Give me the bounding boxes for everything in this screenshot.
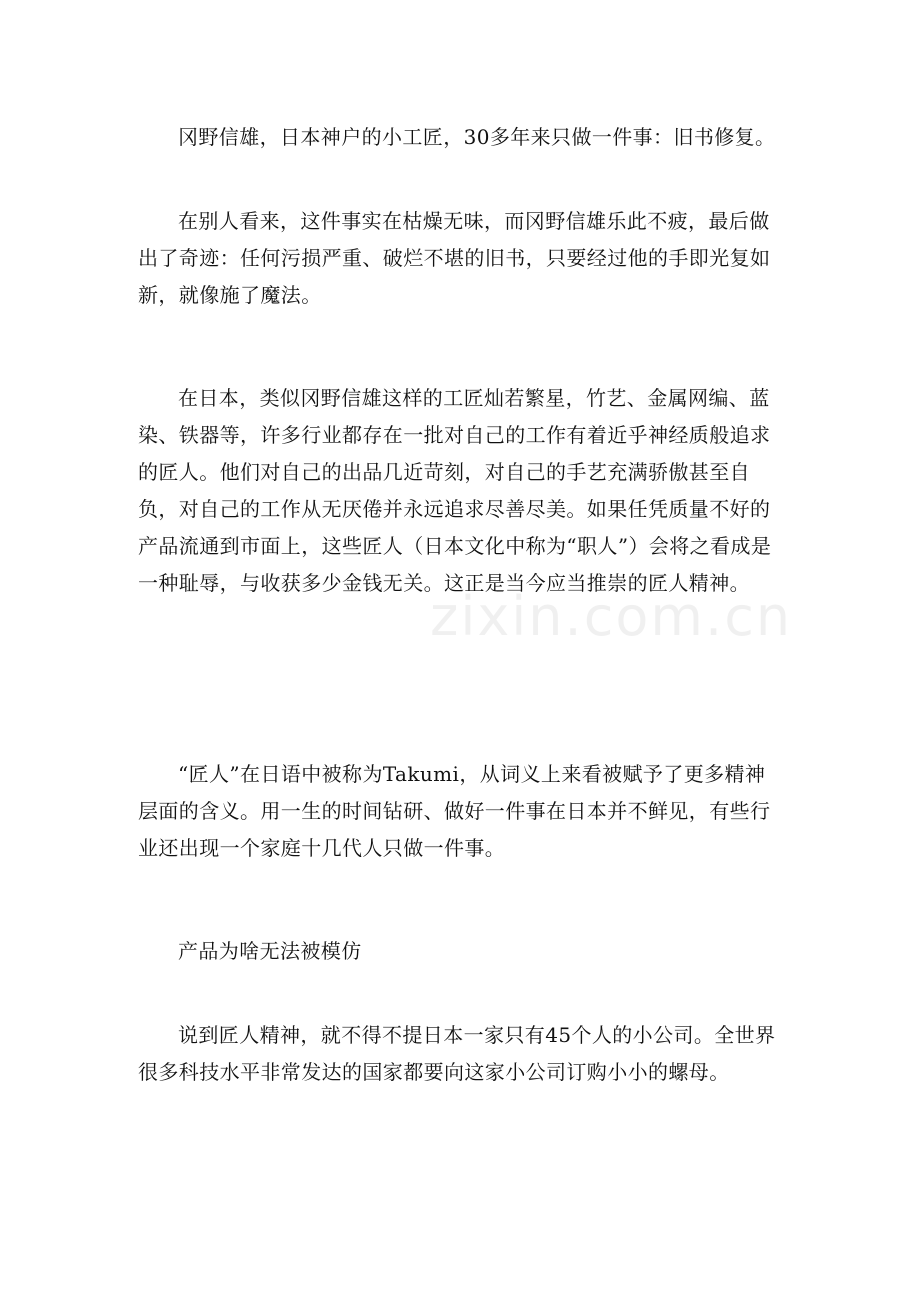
paragraph-4: “匠人”在日语中被称为Takumi，从词义上来看被赋予了更多精神层面的含义。用一生的时间钻研、做好一件事在日本并不鲜见，有些行业还出现一个家庭十几代人只做一件事。 [138, 762, 771, 860]
paragraph-1: 冈野信雄，日本神户的小工匠，30多年来只做一件事：旧书修复。 [178, 125, 776, 149]
paragraph-2: 在别人看来，这件事实在枯燥无味，而冈野信雄乐此不疲，最后做出了奇迹：任何污损严重、破烂不堪的旧书，只要经过他的手即光复如新，就像施了魔法。 [138, 209, 771, 307]
paragraph-5: 说到匠人精神，就不得不提日本一家只有45个人的小公司。全世界很多科技水平非常发达的国家都要向这家小公司订购小小的螺母。 [138, 1023, 776, 1084]
document-page [138, 0, 782, 1302]
watermark: zixin.com.cn [430, 585, 793, 648]
paragraph-3: 在日本，类似冈野信雄这样的工匠灿若繁星，竹艺、金属网编、蓝染、铁器等，许多行业都存在一批对自己的工作有着近乎神经质般追求的匠人。他们对自己的出品几近苛刻，对自己的手艺充满骄傲甚至自负，对自己的工作从无厌倦并永远追求尽善尽美。如果任凭质量不好的产品流通到市面上，这些匠人（日本文化中称为“职人”）会将之看成是一种耻辱，与收获多少金钱无关。这正是当今应当推崇的匠人精神。 [138, 386, 772, 595]
section-heading: 产品为啥无法被模仿 [178, 939, 362, 963]
